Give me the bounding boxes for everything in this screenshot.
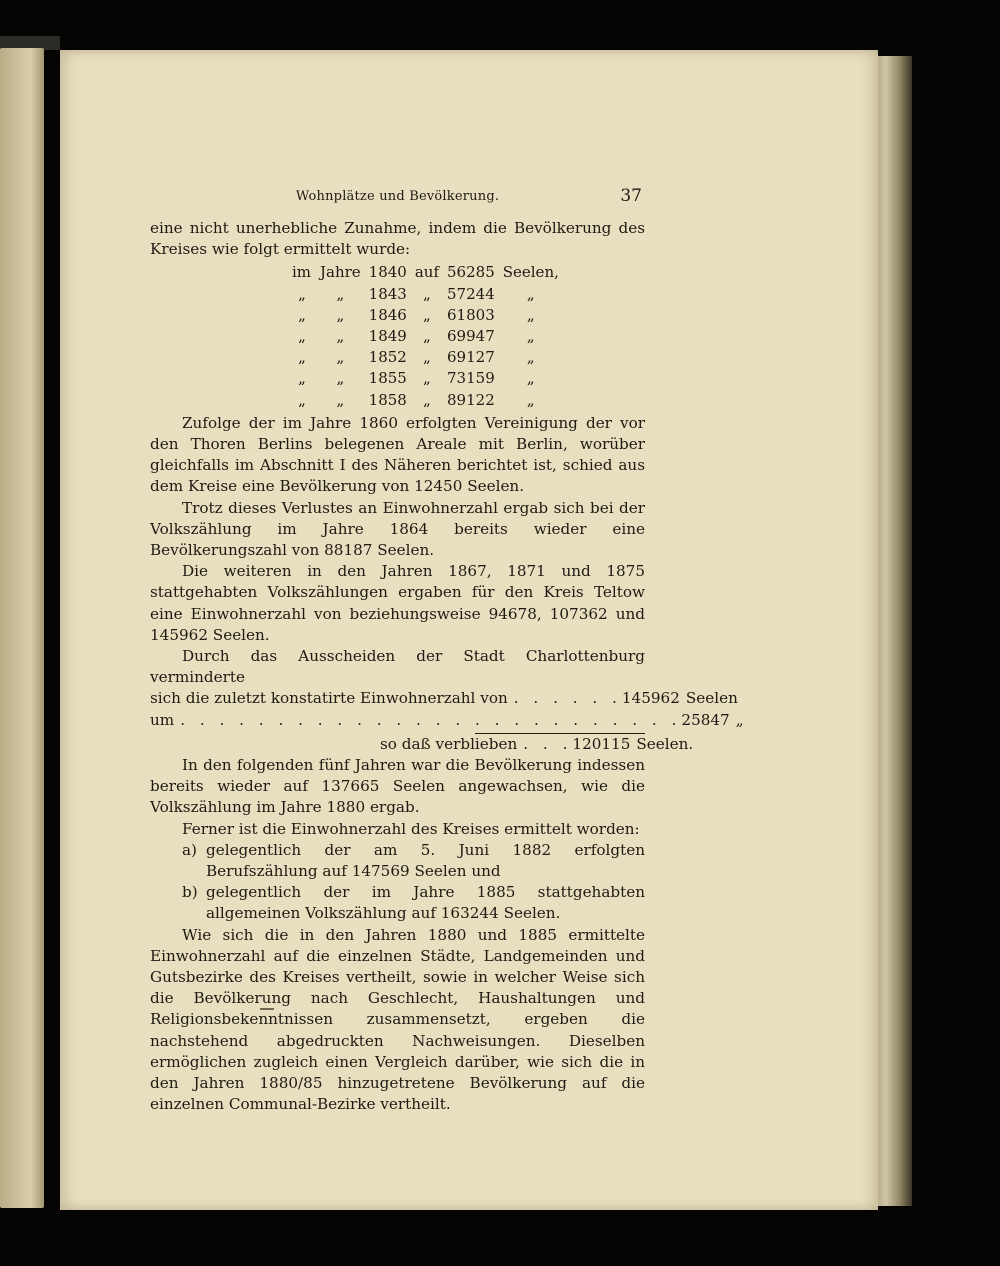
table-cell: im: [292, 263, 312, 282]
table-row: [288, 347, 563, 368]
subtraction-block: [150, 688, 744, 755]
calc-unit: Seelen.: [636, 734, 694, 753]
value-cell: 89122: [447, 390, 495, 409]
calc-row: [150, 688, 738, 709]
dot-leader: . . . . . . . . . . . . . . . . . . . . . . . . . .: [180, 710, 682, 729]
table-cell: „: [298, 369, 306, 388]
value-cell: 73159: [447, 369, 495, 388]
table-cell: „: [298, 348, 306, 367]
calc-unit: „: [735, 710, 744, 729]
table-cell: „: [336, 390, 345, 409]
paragraph: eine nicht unerhebliche Zunahme, indem die Bevölkerung des Kreises wie folgt ermittelt wurde:: [150, 219, 645, 259]
paragraph: Die weiteren in den Jahren 1867, 1871 und 1875 stattgehabten Volkszählungen ergaben für den Kreis Teltow eine Einwohnerzahl von beziehungsweise 94678, 107362 und 145962 Seelen.: [150, 562, 645, 644]
unit-cell: „: [526, 284, 535, 303]
list-item: [150, 882, 645, 924]
unit-cell: „: [526, 327, 535, 346]
table-cell: „: [336, 369, 345, 388]
unit-cell: „: [526, 305, 535, 324]
table-cell: „: [423, 369, 431, 388]
year-cell: 1849: [368, 327, 407, 346]
paragraph: Durch das Ausscheiden der Stadt Charlottenburg verminderte: [150, 647, 645, 687]
calc-row: [150, 734, 694, 755]
list-text: gelegentlich der im Jahre 1885 stattgehabten allgemeinen Volkszählung auf 163244 Seelen.: [206, 883, 645, 923]
calc-label: so daß verblieben: [380, 734, 518, 753]
table-row: [288, 284, 563, 305]
calc-value: 145962: [621, 689, 680, 708]
calc-label: um: [150, 710, 175, 729]
table-cell: „: [298, 327, 306, 346]
year-cell: 1852: [368, 348, 407, 367]
paragraph: Wie sich die in den Jahren 1880 und 1885 ermittelte Einwohnerzahl auf die einzelnen Städte, Landgemeinden und Gutsbezirke des Kreises vertheilt, sowie in welcher Weise sich die Bevölkerung nach Geschlecht, Haushaltungen und Religionsbekenntnissen zusammensetzt, ergeben die nachstehend abgedruckten Nachweisungen. Dieselben ermöglichen zugleich einen Vergleich darüber, wie sich die in den Jahren 1880/85 hinzugetretene Bevölkerung auf die einzelnen Communal-Bezirke vertheilt.: [150, 925, 645, 1114]
year-cell: 1840: [368, 263, 407, 282]
table-cell: „: [336, 284, 345, 303]
book-page: [60, 50, 878, 1210]
table-row: [288, 305, 563, 326]
list-item: [150, 840, 645, 882]
unit-cell: „: [526, 369, 535, 388]
table-cell: auf: [414, 263, 440, 282]
year-cell: 1855: [368, 369, 407, 388]
year-cell: 1858: [368, 390, 407, 409]
year-cell: 1843: [368, 284, 407, 303]
paragraph: Ferner ist die Einwohnerzahl des Kreises ermittelt worden:: [182, 819, 640, 838]
table-cell: „: [336, 348, 345, 367]
unit-cell: „: [526, 348, 535, 367]
table-cell: „: [423, 305, 431, 324]
table-cell: „: [423, 284, 431, 303]
value-cell: 57244: [447, 284, 495, 303]
pencil-mark: [260, 1008, 274, 1010]
table-row: [288, 368, 563, 389]
table-cell: „: [298, 390, 306, 409]
running-title: Wohnplätze und Bevölkerung.: [295, 189, 500, 204]
calc-label: sich die zuletzt konstatirte Einwohnerzahl von: [150, 689, 508, 708]
table-cell: Jahre: [320, 263, 361, 282]
table-row: [288, 326, 563, 347]
year-cell: 1846: [368, 305, 407, 324]
paragraph: Trotz dieses Verlustes an Einwohnerzahl ergab sich bei der Volkszählung im Jahre 1864 bereits wieder eine Bevölkerungszahl von 88187 Seelen.: [150, 498, 645, 560]
population-table: [288, 262, 563, 410]
page-stack-edge: [872, 56, 912, 1206]
table-cell: „: [423, 327, 431, 346]
dot-leader: . . . . . .: [513, 689, 622, 708]
calc-value: 25847: [681, 710, 730, 729]
table-cell: „: [298, 284, 306, 303]
table-row: [288, 262, 563, 283]
paragraph: Zufolge der im Jahre 1860 erfolgten Vereinigung der vor den Thoren Berlins belegenen Areale mit Berlin, worüber gleichfalls im Abschnitt I des Näheren berichtet ist, schied aus dem Kreise eine Bevölkerung von 12450 Seelen.: [150, 413, 645, 496]
unit-cell: „: [526, 390, 535, 409]
left-page: [0, 48, 44, 1208]
dot-leader: . . .: [523, 734, 573, 753]
page-number: 37: [620, 186, 642, 206]
value-cell: 61803: [447, 305, 495, 324]
calc-value: 120115: [572, 734, 631, 753]
value-cell: 56285: [447, 263, 495, 282]
list-text: gelegentlich der am 5. Juni 1882 erfolgten Berufszählung auf 147569 Seelen und: [206, 840, 645, 881]
list-marker: a): [182, 840, 197, 859]
table-cell: „: [298, 305, 306, 324]
paragraph: In den folgenden fünf Jahren war die Bevölkerung indessen bereits wieder auf 137665 Seelen angewachsen, wie die Volkszählung im Jahre 1880 ergab.: [150, 756, 645, 817]
table-cell: „: [336, 305, 345, 324]
table-cell: „: [336, 327, 345, 346]
list-marker: b): [182, 883, 198, 902]
value-cell: 69947: [447, 327, 495, 346]
value-cell: 69127: [447, 348, 495, 367]
table-cell: „: [423, 390, 431, 409]
calc-unit: Seelen: [685, 689, 738, 708]
table-cell: „: [423, 348, 431, 367]
unit-cell: Seelen,: [502, 263, 559, 282]
body-text: [150, 218, 744, 1115]
calc-row: [150, 710, 744, 731]
table-row: [288, 390, 563, 411]
